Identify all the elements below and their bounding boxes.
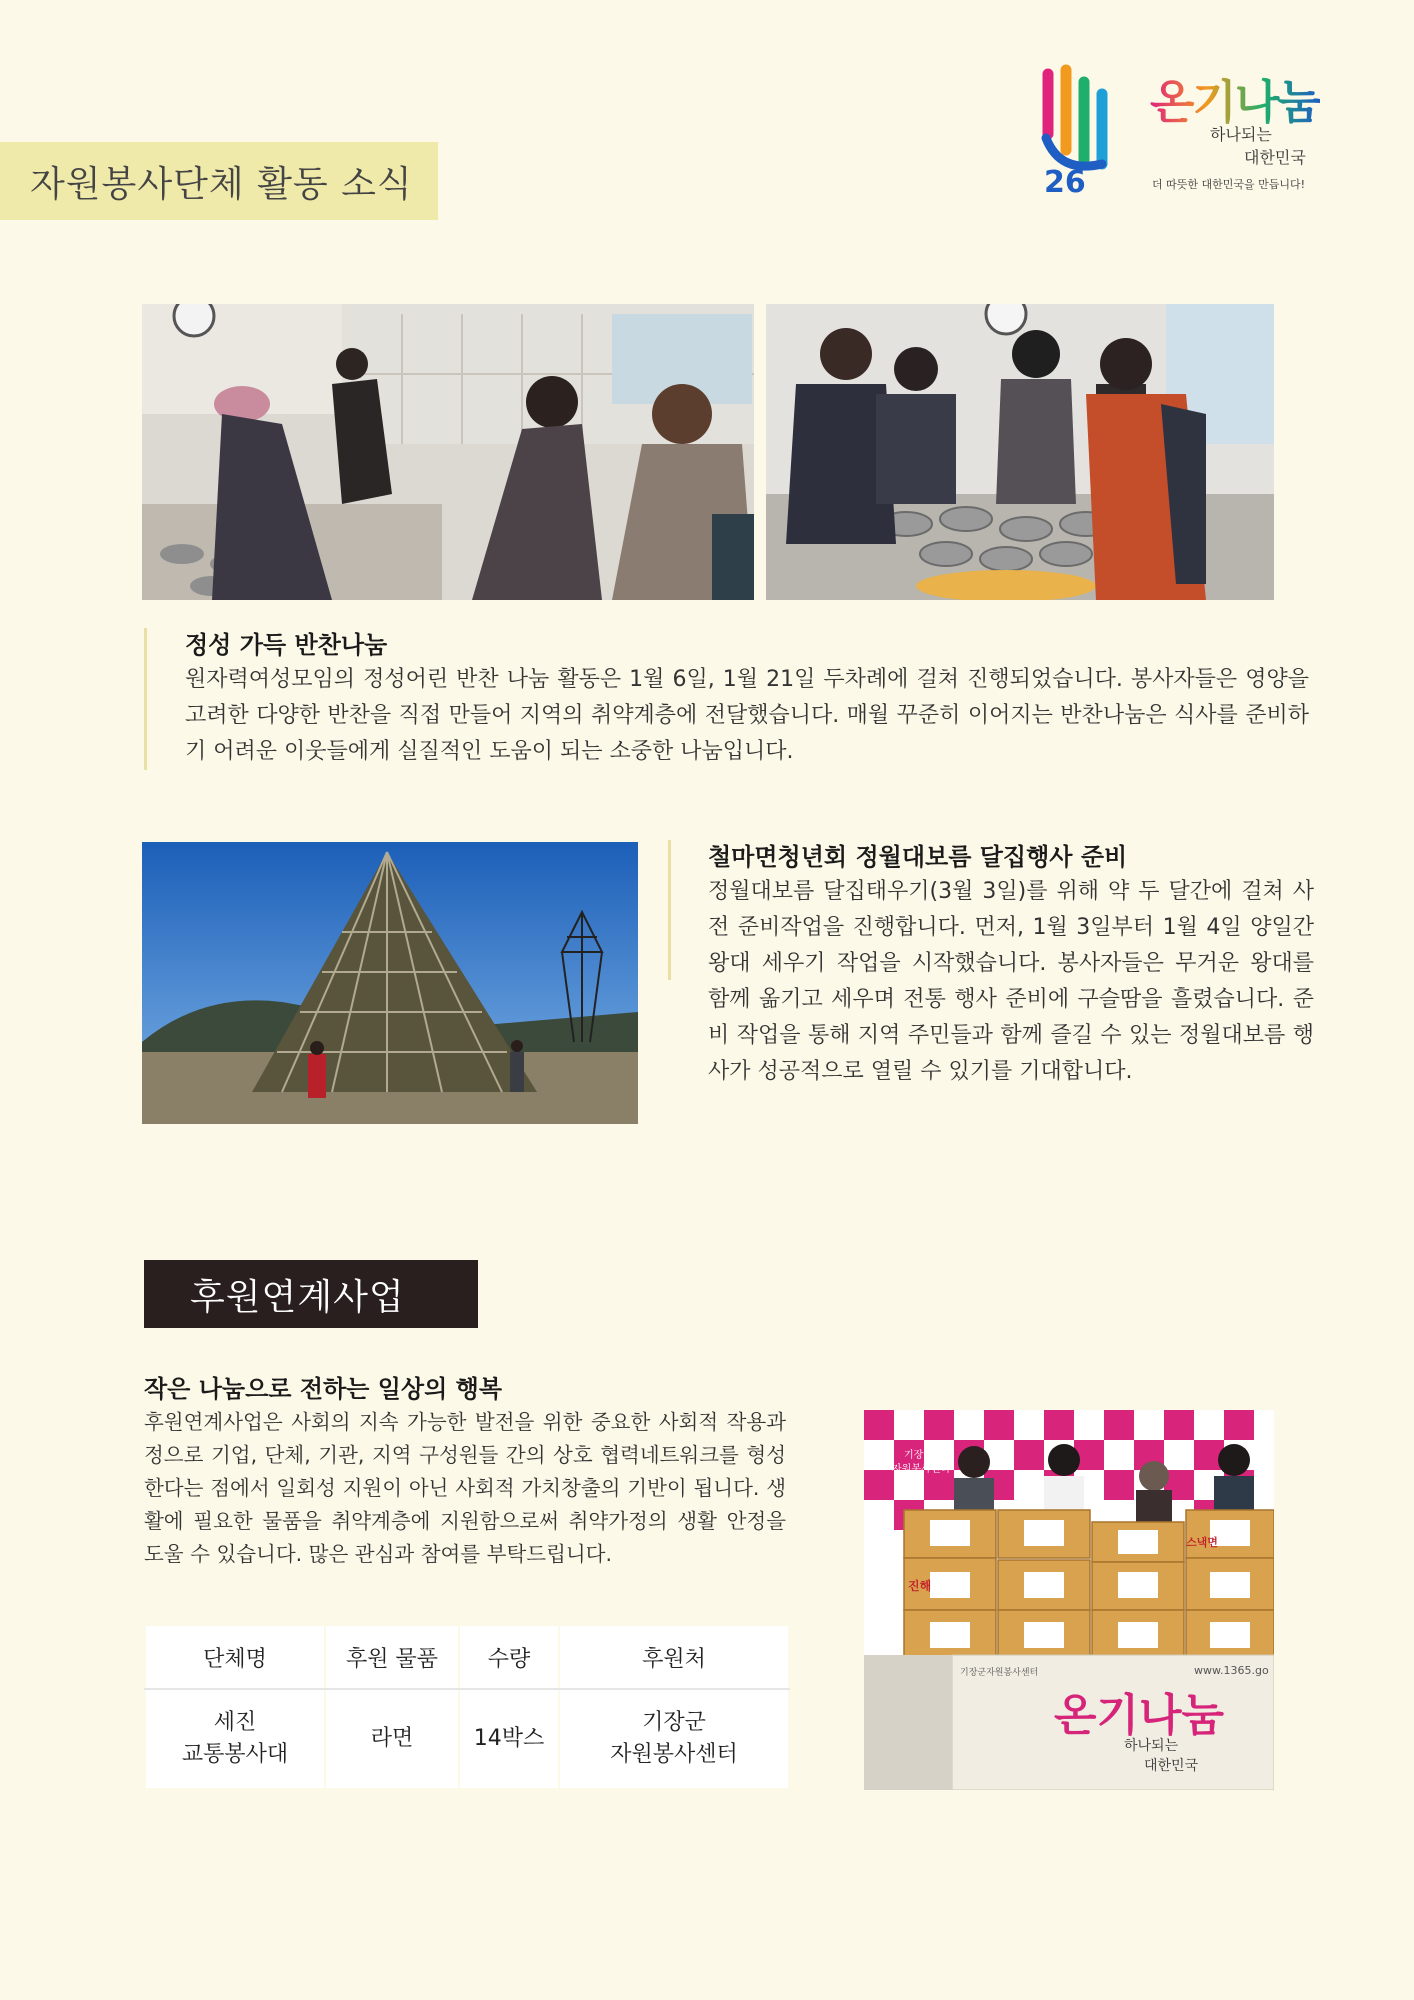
logo-slogan: 더 따뜻한 대한민국을 만듭니다! [1152, 178, 1306, 191]
support-body: 후원연계사업은 사회의 지속 가능한 발전을 위한 중요한 사회적 작용과정으로 기업, 단체, 기관, 지역 구성원들 간의 상호 협력네트워크를 형성한다는 점에서 일회성 지원이 아닌 사회적 가치창출의 기반이 됩니다. 생활에 필요한 물품을 취약계층에 지원함으로써 취약가정의 생활 안정을 도울 수 있습니다. 많은 관심과 참여를 부탁드립니다. [144, 1410, 786, 1566]
logo-ongi-main [1150, 75, 1320, 129]
cell-org [145, 1689, 325, 1789]
svg-text:스낵면: 스낵면 [1186, 1536, 1218, 1549]
svg-text:26: 26 [1044, 165, 1086, 196]
cell-donor [559, 1689, 789, 1789]
donation-table [144, 1624, 790, 1790]
cell-donor-line2: 자원봉사센터 [610, 1742, 738, 1767]
section-title: 자원봉사단체 활동 소식 [30, 163, 413, 205]
cell-item: 라면 [325, 1689, 459, 1789]
article1-title: 정성 가득 반찬나눔 [185, 631, 388, 659]
col-header-qty: 수량 [459, 1625, 559, 1689]
section-tag-volunteer-news [0, 142, 438, 220]
svg-text:기장군자원봉사센터: 기장군자원봉사센터 [960, 1668, 1039, 1678]
logo-ongi-sub1: 하나되는 [1210, 125, 1272, 144]
table-row [145, 1689, 789, 1789]
article-daljip-preparation [668, 840, 1314, 1090]
cell-org-line1: 세진 [213, 1710, 257, 1735]
cell-org-line2: 교통봉사대 [181, 1742, 289, 1767]
article2-title: 철마면청년회 정월대보름 달집행사 준비 [708, 843, 1128, 871]
svg-text:온기나눔: 온기나눔 [1054, 1690, 1225, 1741]
svg-text:하나되는: 하나되는 [1124, 1738, 1179, 1754]
support-article [144, 1372, 786, 1571]
article-side-dish-sharing [144, 628, 1309, 770]
support-section-tag: 후원연계사업 [190, 1276, 405, 1318]
svg-text:기장군: 기장군 [904, 1450, 933, 1461]
svg-text:자원봉사센터: 자원봉사센터 [892, 1464, 950, 1475]
article2-accent-bar [668, 840, 671, 980]
photo-side-dish-kitchen-1 [142, 304, 754, 600]
svg-text:www.1365.go: www.1365.go [1194, 1664, 1269, 1677]
logo-26 [1040, 64, 1120, 196]
col-header-donor: 후원처 [559, 1625, 789, 1689]
svg-text:대한민국: 대한민국 [1144, 1758, 1199, 1774]
col-header-org: 단체명 [145, 1625, 325, 1689]
col-header-item: 후원 물품 [325, 1625, 459, 1689]
cell-donor-line1: 기장군 [642, 1710, 706, 1735]
photo-side-dish-kitchen-2 [766, 304, 1274, 600]
photo-daljip-structure [142, 842, 638, 1124]
cell-qty: 14박스 [459, 1689, 559, 1789]
logo-ongi-nanum [1150, 75, 1320, 192]
donation-table-header-row [145, 1625, 789, 1689]
section-tag-donation-linkage [144, 1260, 478, 1328]
photo-donation-group [864, 1410, 1274, 1790]
svg-text:진해: 진해 [908, 1579, 932, 1593]
logo-ongi-main-text: 온기나눔 [1150, 75, 1320, 129]
logo-26-icon [1040, 64, 1120, 196]
article1-body: 원자력여성모임의 정성어린 반찬 나눔 활동은 1월 6일, 1월 21일 두차례에 걸쳐 진행되었습니다. 봉사자들은 영양을 고려한 다양한 반찬을 직접 만들어 지역의 취약계층에 전달했습니다. 매월 꾸준히 이어지는 반찬나눔은 식사를 준비하기 어려운 이웃들에게 실질적인 도움이 되는 소중한 나눔입니다. [185, 667, 1309, 764]
support-title: 작은 나눔으로 전하는 일상의 행복 [144, 1375, 502, 1403]
article2-body: 정월대보름 달집태우기(3월 3일)를 위해 약 두 달간에 걸쳐 사전 준비작업을 진행합니다. 먼저, 1월 3일부터 1월 4일 양일간 왕대 세우기 작업을 시작했습니다. 봉사자들은 무거운 왕대를 함께 옮기고 세우며 전통 행사 준비에 구슬땀을 흘렸습니다. 준비 작업을 통해 지역 주민들과 함께 즐길 수 있는 정월대보름 행사가 성공적으로 열릴 수 있기를 기대합니다. [708, 879, 1314, 1084]
logo-ongi-sub2: 대한민국 [1244, 148, 1306, 167]
